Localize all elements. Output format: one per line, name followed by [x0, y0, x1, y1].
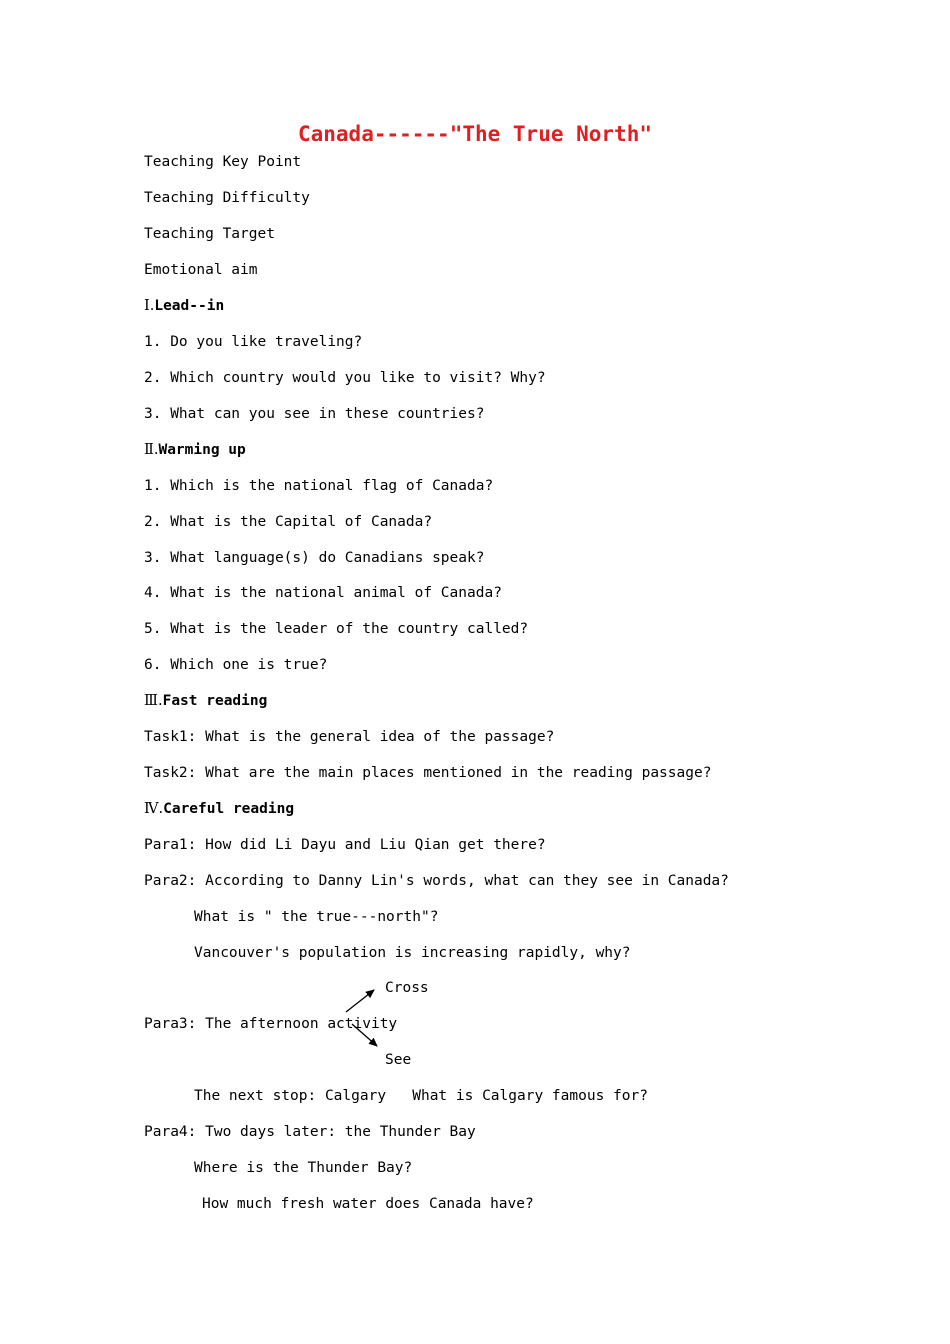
para4-question: Para4: Two days later: the Thunder Bay [144, 1124, 476, 1140]
section-numeral: Ⅰ. [144, 298, 155, 314]
para4-sub-question: How much fresh water does Canada have? [202, 1196, 534, 1212]
section-heading-text: Warming up [158, 442, 246, 458]
list-item: 1. Which is the national flag of Canada? [144, 478, 494, 494]
teaching-target: Teaching Target [144, 226, 275, 242]
section-numeral: Ⅲ. [144, 693, 163, 709]
section-heading-text: Fast reading [162, 693, 268, 709]
list-item: Task1: What is the general idea of the passage? [144, 729, 555, 745]
teaching-key-point: Teaching Key Point [144, 154, 302, 170]
section-heading-text: Lead--in [154, 298, 225, 314]
para2-sub-question: What is " the true---north"? [194, 909, 439, 925]
list-item: 3. What language(s) do Canadians speak? [144, 550, 485, 566]
list-item: 4. What is the national animal of Canada? [144, 585, 502, 601]
section-heading-text: Careful reading [163, 801, 295, 817]
para4-sub-question: Where is the Thunder Bay? [194, 1160, 413, 1176]
list-item: 6. Which one is true? [144, 657, 328, 673]
section-numeral: Ⅱ. [144, 442, 159, 458]
list-item: 3. What can you see in these countries? [144, 406, 485, 422]
para2-sub-question: Vancouver's population is increasing rapidly, why? [194, 945, 631, 961]
emotional-aim: Emotional aim [144, 262, 258, 278]
arrow-up-icon [346, 990, 374, 1012]
para3-cross-label: Cross [385, 980, 429, 996]
teaching-difficulty: Teaching Difficulty [144, 190, 310, 206]
page-title: Canada------"The True North" [297, 122, 652, 146]
para1-question: Para1: How did Li Dayu and Liu Qian get there? [144, 837, 546, 853]
section-numeral: Ⅳ. [144, 801, 164, 817]
para3-next-stop: The next stop: Calgary What is Calgary famous for? [194, 1088, 648, 1104]
para2-question: Para2: According to Danny Lin's words, what can they see in Canada? [144, 873, 729, 889]
arrow-down-icon [352, 1024, 377, 1046]
list-item: 2. Which country would you like to visit? Why? [144, 370, 546, 386]
list-item: 1. Do you like traveling? [144, 334, 363, 350]
para3-see-label: See [385, 1052, 412, 1068]
para3-question: Para3: The afternoon activity [144, 1016, 398, 1032]
list-item: 2. What is the Capital of Canada? [144, 514, 433, 530]
list-item: 5. What is the leader of the country called? [144, 621, 529, 637]
list-item: Task2: What are the main places mentioned in the reading passage? [144, 765, 712, 781]
